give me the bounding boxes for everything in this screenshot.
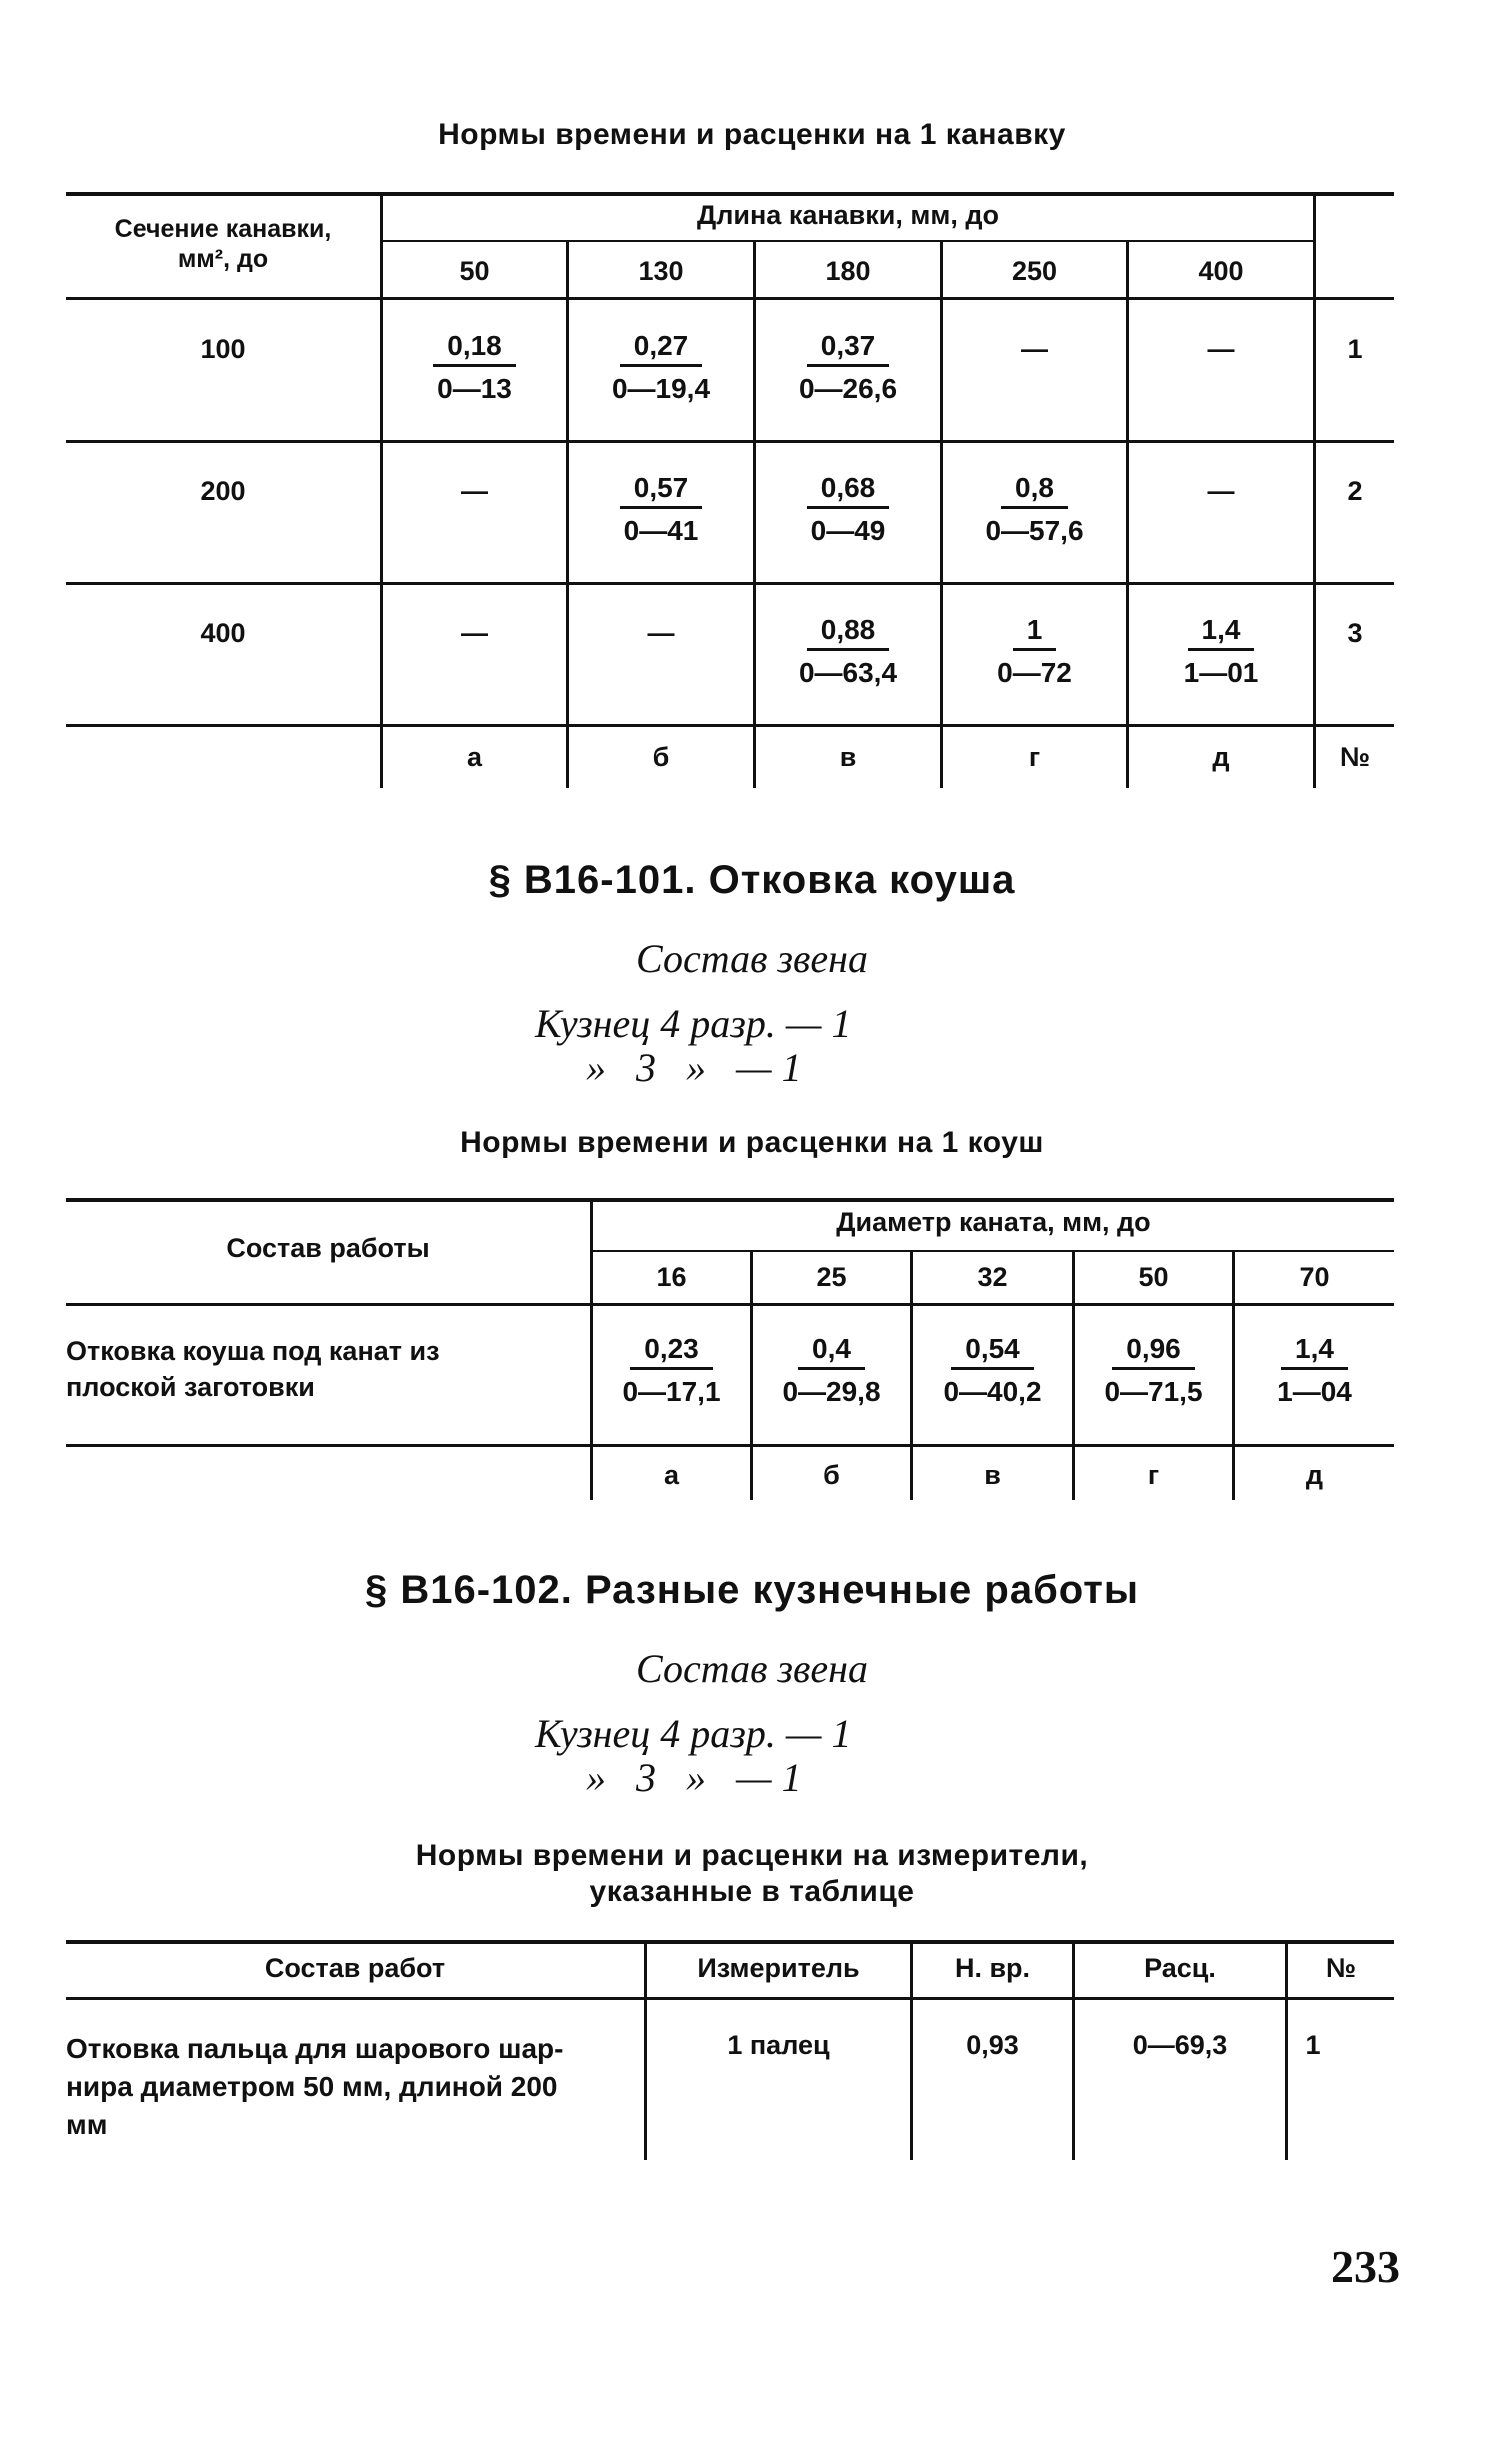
- rate-cell: $\frac{0,68}{0—49}$: [756, 472, 940, 547]
- row-section-200: 200: [200, 476, 246, 506]
- table3-caption: Нормы времени и расценки на измерители, указанные в таблице: [415, 1839, 1089, 1908]
- table3-work-description: Отковка пальца для шарового шар- нира диаметром 50 мм, длиной 200 мм: [66, 2033, 564, 2140]
- length-col-130: 130: [638, 256, 684, 286]
- rate-cell: $\frac{0,54}{0—40,2}$: [943, 1333, 1042, 1407]
- section-title-b16-102: § В16-102. Разные кузнечные работы: [365, 1568, 1139, 1612]
- rate-cell: $\frac{0,96}{0—71,5}$: [1104, 1333, 1203, 1407]
- row-number: 3: [1347, 618, 1363, 648]
- rate-cell: $\frac{0,37}{0—26,6}$: [798, 330, 898, 404]
- length-col-250: 250: [1011, 256, 1058, 286]
- row-section-400: 400: [200, 618, 246, 648]
- crew-line: Кузнец 4 разр. — 1: [535, 1711, 852, 1756]
- table3-norm: 0,93: [966, 2030, 1019, 2060]
- table3-header-unit: Измеритель: [697, 1953, 860, 1983]
- table1-header-length: Длина канавки, мм, до: [697, 200, 999, 230]
- crew-title: Состав звена: [635, 1646, 868, 1691]
- crew-line: » 3 » — 1: [586, 1755, 802, 1800]
- table3-header-norm: Н. вр.: [954, 1953, 1031, 1983]
- table3-rate: 0—69,3: [1132, 2030, 1228, 2060]
- table3-unit: 1 палец: [727, 2030, 830, 2060]
- table1-caption: Нормы времени и расценки на 1 канавку: [438, 118, 1066, 151]
- table3-header-rate: Расц.: [1144, 1953, 1216, 1983]
- length-col-180: 180: [825, 256, 871, 286]
- row-number: 2: [1347, 476, 1363, 506]
- empty-cell: —: [1207, 476, 1235, 506]
- table3-header-number: №: [1325, 1953, 1357, 1983]
- section-title-b16-101: § В16-101. Отковка коуша: [488, 858, 1016, 902]
- page-number: 233: [1331, 2241, 1400, 2292]
- table2-work-description: Отковка коуша под канат из плоской заготовки: [66, 1336, 440, 1402]
- number-label: №: [1339, 742, 1371, 772]
- empty-cell: —: [1021, 334, 1048, 364]
- diameter-col: 70: [1299, 1262, 1330, 1292]
- rate-cell: $\frac{1,4}{1—01}$: [1183, 614, 1259, 688]
- length-col-400: 400: [1198, 256, 1244, 286]
- row-number: 1: [1305, 2030, 1321, 2060]
- crew-line: Кузнец 4 разр. — 1: [535, 1001, 852, 1046]
- rate-cell: $\frac{0,27}{0—19,4}$: [611, 330, 711, 404]
- column-letter: б: [823, 1460, 840, 1490]
- column-letter: б: [652, 742, 670, 772]
- column-letter: а: [663, 1460, 680, 1490]
- rate-cell: $\frac{1}{0—72}$: [997, 614, 1072, 688]
- column-letter: г: [1147, 1460, 1160, 1490]
- diameter-col: 32: [977, 1262, 1008, 1292]
- column-letter: а: [466, 742, 483, 772]
- empty-cell: —: [1207, 334, 1235, 364]
- empty-cell: —: [461, 476, 488, 506]
- empty-cell: —: [461, 618, 488, 648]
- column-letter: в: [839, 742, 857, 772]
- rate-cell: $\frac{0,8}{0—57,6}$: [985, 472, 1084, 546]
- table3-header-work: Состав работ: [264, 1953, 446, 1983]
- diameter-col: 25: [816, 1262, 847, 1292]
- crew-line: » 3 » — 1: [586, 1045, 802, 1090]
- rate-cell: $\frac{1,4}{1—04}$: [1277, 1333, 1352, 1407]
- row-number: 1: [1347, 334, 1363, 364]
- rate-cell: $\frac{0,88}{0—63,4}$: [798, 614, 898, 688]
- table1-header-section: Сечение канавки, мм², до: [114, 215, 332, 273]
- column-letter: д: [1305, 1460, 1324, 1490]
- length-col-50: 50: [459, 256, 490, 286]
- rate-cell: $\frac{0,23}{0—17,1}$: [622, 1333, 721, 1407]
- rate-cell: $\frac{0,57}{0—41}$: [569, 472, 753, 547]
- diameter-col: 50: [1138, 1262, 1169, 1292]
- table2-caption: Нормы времени и расценки на 1 коуш: [460, 1126, 1044, 1159]
- diameter-col: 16: [656, 1262, 687, 1292]
- column-letter: д: [1212, 742, 1230, 772]
- table2-header-work: Состав работы: [226, 1233, 430, 1263]
- table2-header-diameter: Диаметр каната, мм, до: [836, 1207, 1151, 1237]
- rate-cell: $\frac{0,18}{0—13}$: [383, 330, 566, 405]
- crew-title: Состав звена: [635, 936, 868, 981]
- empty-cell: —: [647, 618, 675, 648]
- column-letter: в: [984, 1460, 1001, 1490]
- row-section-100: 100: [200, 334, 246, 364]
- rate-cell: $\frac{0,4}{0—29,8}$: [782, 1333, 881, 1407]
- column-letter: г: [1028, 742, 1041, 772]
